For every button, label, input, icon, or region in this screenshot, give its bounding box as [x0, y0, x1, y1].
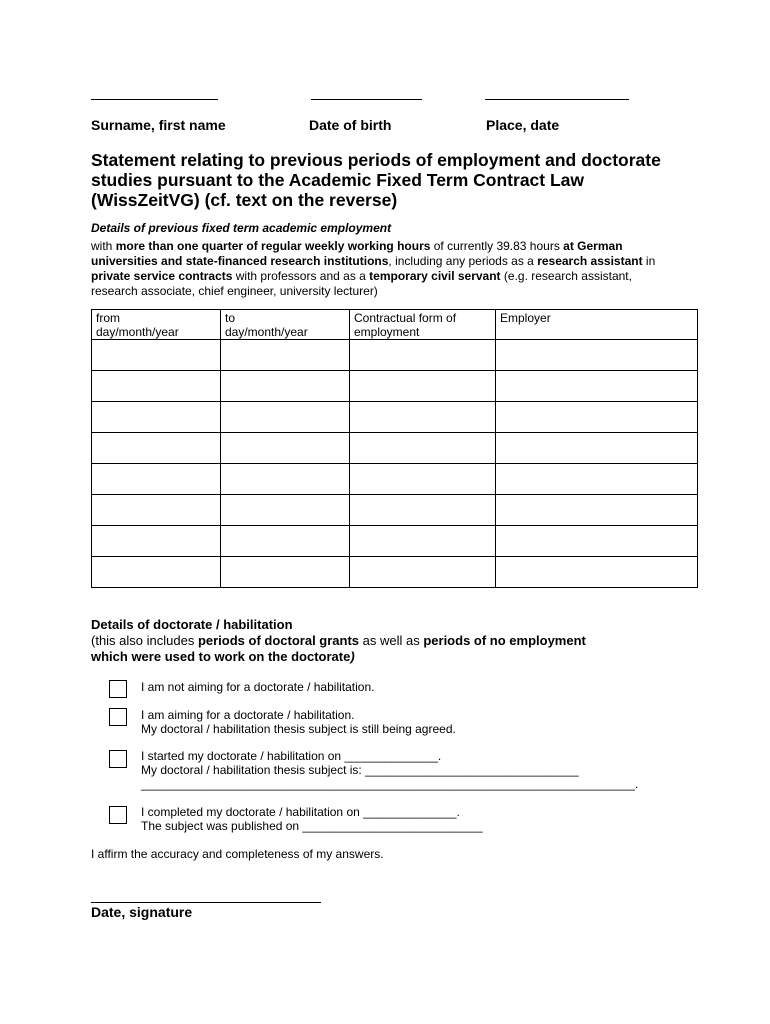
employment-description: with more than one quarter of regular weekly working hours of currently 39.83 hours at German universities and state-financed research institutions, including any periods as a research assistant in private service contracts with professors and as a temporary civil servant (e.g. research assistant, research associate, chief engineer, university lecturer)	[91, 239, 656, 298]
dob-line[interactable]	[311, 99, 422, 100]
cell-contract-form[interactable]	[350, 340, 496, 371]
dob-label: Date of birth	[309, 117, 392, 133]
cell-to[interactable]	[221, 371, 350, 402]
cell-contract-form[interactable]	[350, 402, 496, 433]
table-row	[92, 526, 698, 557]
not-aiming-label: I am not aiming for a doctorate / habilitation.	[141, 680, 375, 694]
employment-subtitle: Details of previous fixed term academic employment	[91, 221, 392, 235]
col-header-from: from day/month/year	[92, 310, 221, 340]
cell-to[interactable]	[221, 526, 350, 557]
cell-from[interactable]	[92, 340, 221, 371]
cell-from[interactable]	[92, 557, 221, 588]
cell-employer[interactable]	[496, 526, 698, 557]
col-header-employer: Employer	[496, 310, 698, 340]
cell-to[interactable]	[221, 433, 350, 464]
not-aiming-checkbox[interactable]	[109, 680, 127, 698]
started-subject-field[interactable]: My doctoral / habilitation thesis subject is: ________________________________	[141, 763, 579, 777]
page-title: Statement relating to previous periods of employment and doctorate studies pursuant to the Academic Fixed Term Contract Law (WissZeitVG) (cf. text on the reverse)	[91, 150, 661, 210]
cell-contract-form[interactable]	[350, 526, 496, 557]
employment-table	[91, 309, 698, 588]
started-date-field[interactable]: I started my doctorate / habilitation on ______________.	[141, 749, 442, 763]
started-subject-continuation[interactable]: __________________________________________________________________________.	[141, 777, 639, 791]
cell-employer[interactable]	[496, 464, 698, 495]
cell-employer[interactable]	[496, 340, 698, 371]
cell-from[interactable]	[92, 495, 221, 526]
cell-contract-form[interactable]	[350, 433, 496, 464]
cell-employer[interactable]	[496, 371, 698, 402]
surname-label: Surname, first name	[91, 117, 226, 133]
table-row	[92, 557, 698, 588]
col-header-to: to day/month/year	[221, 310, 350, 340]
aiming-subject-note: My doctoral / habilitation thesis subject is still being agreed.	[141, 722, 456, 736]
aiming-checkbox[interactable]	[109, 708, 127, 726]
table-row	[92, 340, 698, 371]
place-date-line[interactable]	[485, 99, 629, 100]
cell-from[interactable]	[92, 526, 221, 557]
cell-from[interactable]	[92, 402, 221, 433]
cell-to[interactable]	[221, 557, 350, 588]
cell-to[interactable]	[221, 464, 350, 495]
cell-from[interactable]	[92, 371, 221, 402]
signature-label: Date, signature	[91, 904, 193, 920]
cell-contract-form[interactable]	[350, 557, 496, 588]
cell-employer[interactable]	[496, 402, 698, 433]
cell-employer[interactable]	[496, 433, 698, 464]
aiming-label: I am aiming for a doctorate / habilitation.	[141, 708, 355, 722]
doctorate-heading-block	[91, 617, 691, 665]
cell-from[interactable]	[92, 433, 221, 464]
table-header-row	[92, 310, 698, 340]
affirmation-text: I affirm the accuracy and completeness of my answers.	[91, 847, 384, 861]
doctorate-heading: Details of doctorate / habilitation	[91, 617, 293, 632]
doctorate-note-line2: which were used to work on the doctorate)	[91, 649, 355, 664]
published-field[interactable]: The subject was published on ___________________________	[141, 819, 483, 833]
cell-contract-form[interactable]	[350, 371, 496, 402]
cell-employer[interactable]	[496, 557, 698, 588]
cell-contract-form[interactable]	[350, 495, 496, 526]
cell-to[interactable]	[221, 495, 350, 526]
place-date-label: Place, date	[486, 117, 560, 133]
cell-contract-form[interactable]	[350, 464, 496, 495]
doctorate-note-line1: (this also includes periods of doctoral grants as well as periods of no employment	[91, 633, 586, 648]
table-row	[92, 464, 698, 495]
col-header-contract-form: Contractual form of employment	[350, 310, 496, 340]
completed-checkbox[interactable]	[109, 806, 127, 824]
cell-employer[interactable]	[496, 495, 698, 526]
started-checkbox[interactable]	[109, 750, 127, 768]
cell-from[interactable]	[92, 464, 221, 495]
signature-line[interactable]	[91, 902, 321, 903]
cell-to[interactable]	[221, 340, 350, 371]
table-row	[92, 495, 698, 526]
surname-line[interactable]	[91, 99, 218, 100]
cell-to[interactable]	[221, 402, 350, 433]
table-row	[92, 433, 698, 464]
completed-date-field[interactable]: I completed my doctorate / habilitation on ______________.	[141, 805, 460, 819]
table-row	[92, 402, 698, 433]
table-row	[92, 371, 698, 402]
